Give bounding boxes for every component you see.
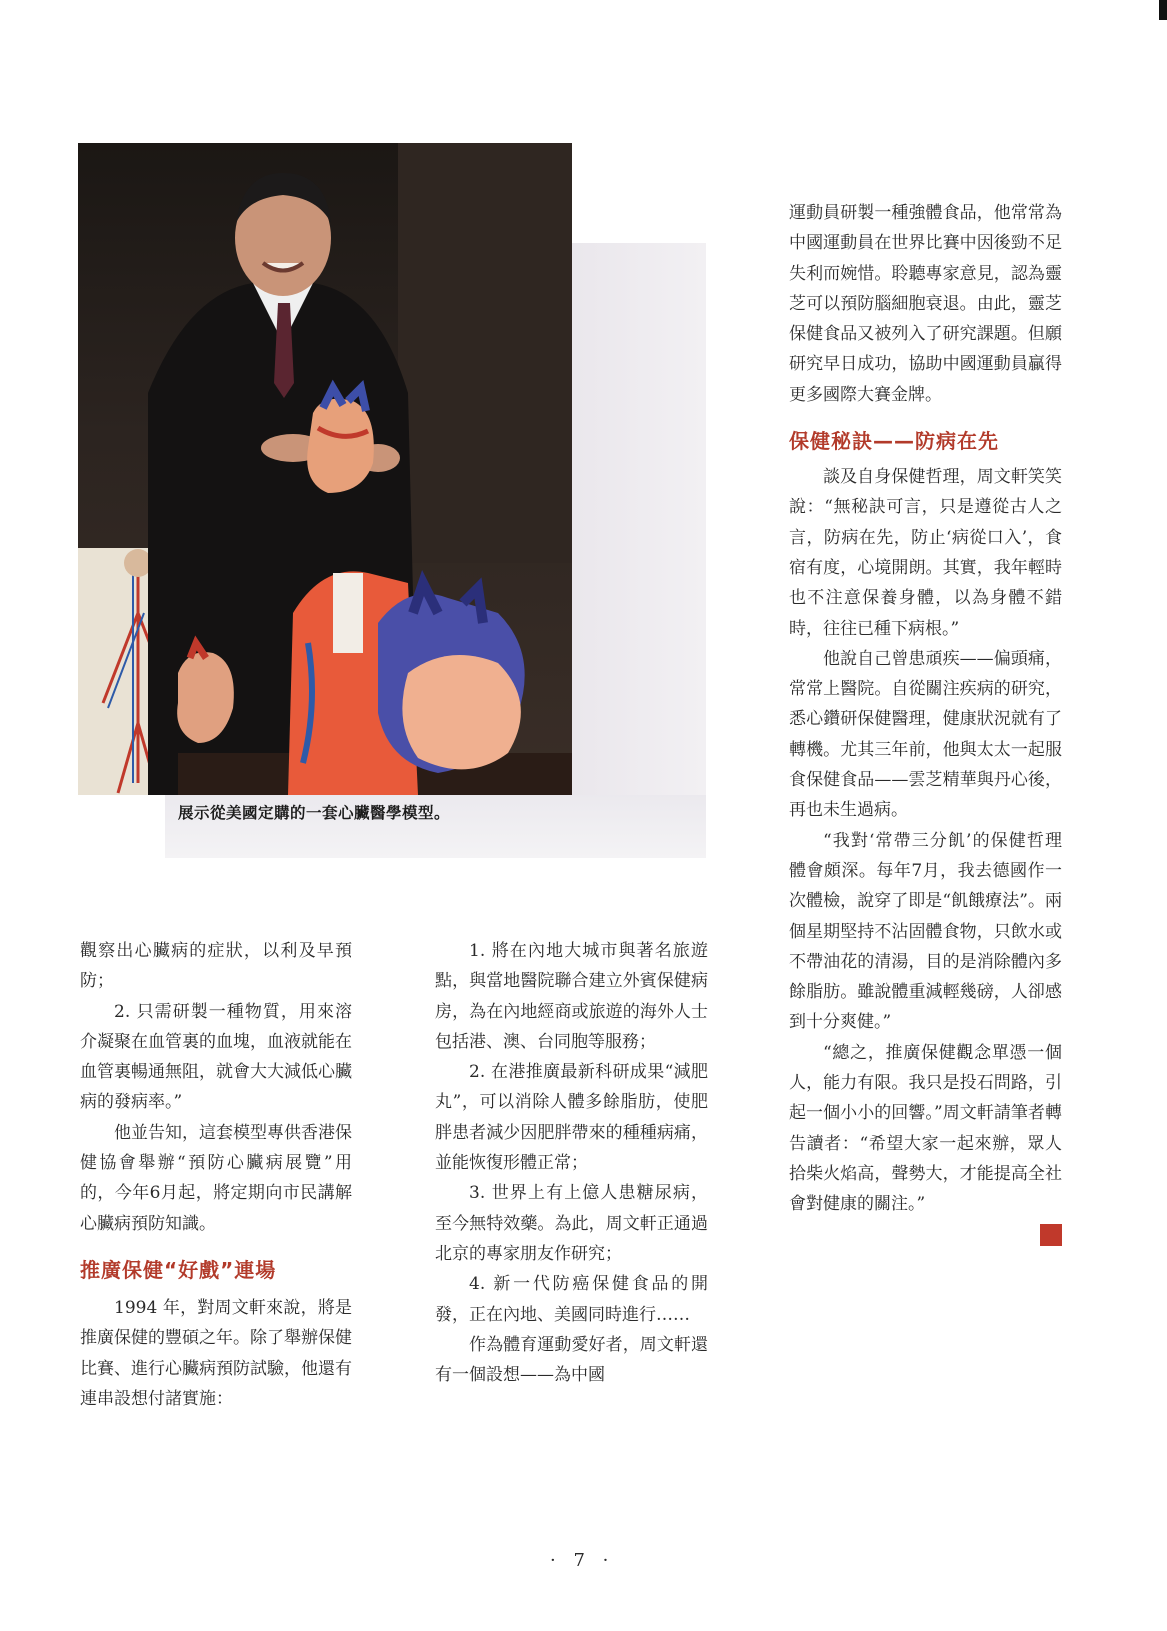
paragraph: 觀察出心臟病的症狀，以利及早預防； [80,941,352,992]
paragraph: 運動員研製一種強體食品，他常常為中國運動員在世界比賽中因後勁不足失利而婉惜。聆聽專家意見，認為靈芝可以預防腦細胞衰退。由此，靈芝保健食品又被列入了研究課題。但願研究早日成功，協助中國運動員贏得更多國際大賽金牌。 [789,203,1062,405]
heart-model-photo [78,143,572,795]
paragraph: 作為體育運動愛好者，周文軒還有一個設想——為中國 [435,1334,708,1386]
paragraph: “我對‘常帶三分飢’的保健哲理體會頗深。每年7月，我去德國作一次體檢，說穿了即是“飢餓療法”。兩個星期堅持不沾固體食物，只飲水或不帶油花的清湯，目的是消除體內多餘脂肪。雖說體重減輕幾磅，人卻感到十分爽健。” [789,830,1062,1033]
paragraph: 2. 只需研製一種物質，用來溶介凝聚在血管裏的血塊，血液就能在血管裏暢通無阻，就會大大減低心臟病的發病率。” [80,1001,352,1113]
paragraph: 1. 將在內地大城市與著名旅遊點，與當地醫院聯合建立外賓保健病房，為在內地經商或旅遊的海外人士包括港、澳、台同胞等服務； [435,941,708,1052]
column-middle [435,936,708,1390]
paragraph: 4. 新一代防癌保健食品的開發，正在內地、美國同時進行…… [435,1274,708,1325]
photo-caption: 展示從美國定購的一套心臟醫學模型。 [178,804,451,822]
column-right [789,198,1062,1246]
corner-mark [1159,0,1167,20]
page-number: · 7 · [550,1550,615,1571]
paragraph: 2. 在港推廣最新科研成果“減肥丸”，可以消除人體多餘脂肪，使肥胖患者減少因肥胖帶來的種種病痛，並能恢復形體正常； [435,1062,708,1174]
paragraph: 1994 年，對周文軒來說，將是推廣保健的豐碩之年。除了舉辦保健比賽、進行心臟病預防試驗，他還有連串設想付諸實施： [80,1297,352,1409]
paragraph: 他說自己曾患頑疾——偏頭痛，常常上醫院。自從關注疾病的研究，悉心鑽研保健醫理，健康狀況就有了轉機。尤其三年前，他與太太一起服食保健食品——雲芝精華與丹心後，再也未生過病。 [789,648,1062,821]
end-seal-icon [1040,1224,1062,1246]
paragraph: “總之，推廣保健觀念單憑一個人，能力有限。我只是投石問路，引起一個小小的回響。”周文軒請筆者轉告讀者：“希望大家一起來辦，眾人拾柴火焰高，聲勢大，才能提高全社會對健康的關注。” [789,1042,1062,1215]
section-heading: 推廣保健“好戲”連場 [80,1257,277,1282]
paragraph: 他並告知，這套模型專供香港保健協會舉辦“預防心臟病展覽”用的，今年6月起，將定期向市民講解心臟病預防知識。 [80,1122,352,1234]
column-left [80,936,352,1414]
section-heading: 保健秘訣——防病在先 [789,429,999,454]
show-through-shadow [572,243,706,858]
paragraph: 談及自身保健哲理，周文軒笑笑說：“無秘訣可言，只是遵從古人之言，防病在先，防止‘病從口入’，食宿有度，心境開朗。其實，我年輕時也不注意保養身體，以為身體不錯時，往往已種下病根。” [789,467,1062,639]
paragraph: 3. 世界上有上億人患糖尿病，至今無特效藥。為此，周文軒正通過北京的專家朋友作研究； [435,1183,708,1264]
